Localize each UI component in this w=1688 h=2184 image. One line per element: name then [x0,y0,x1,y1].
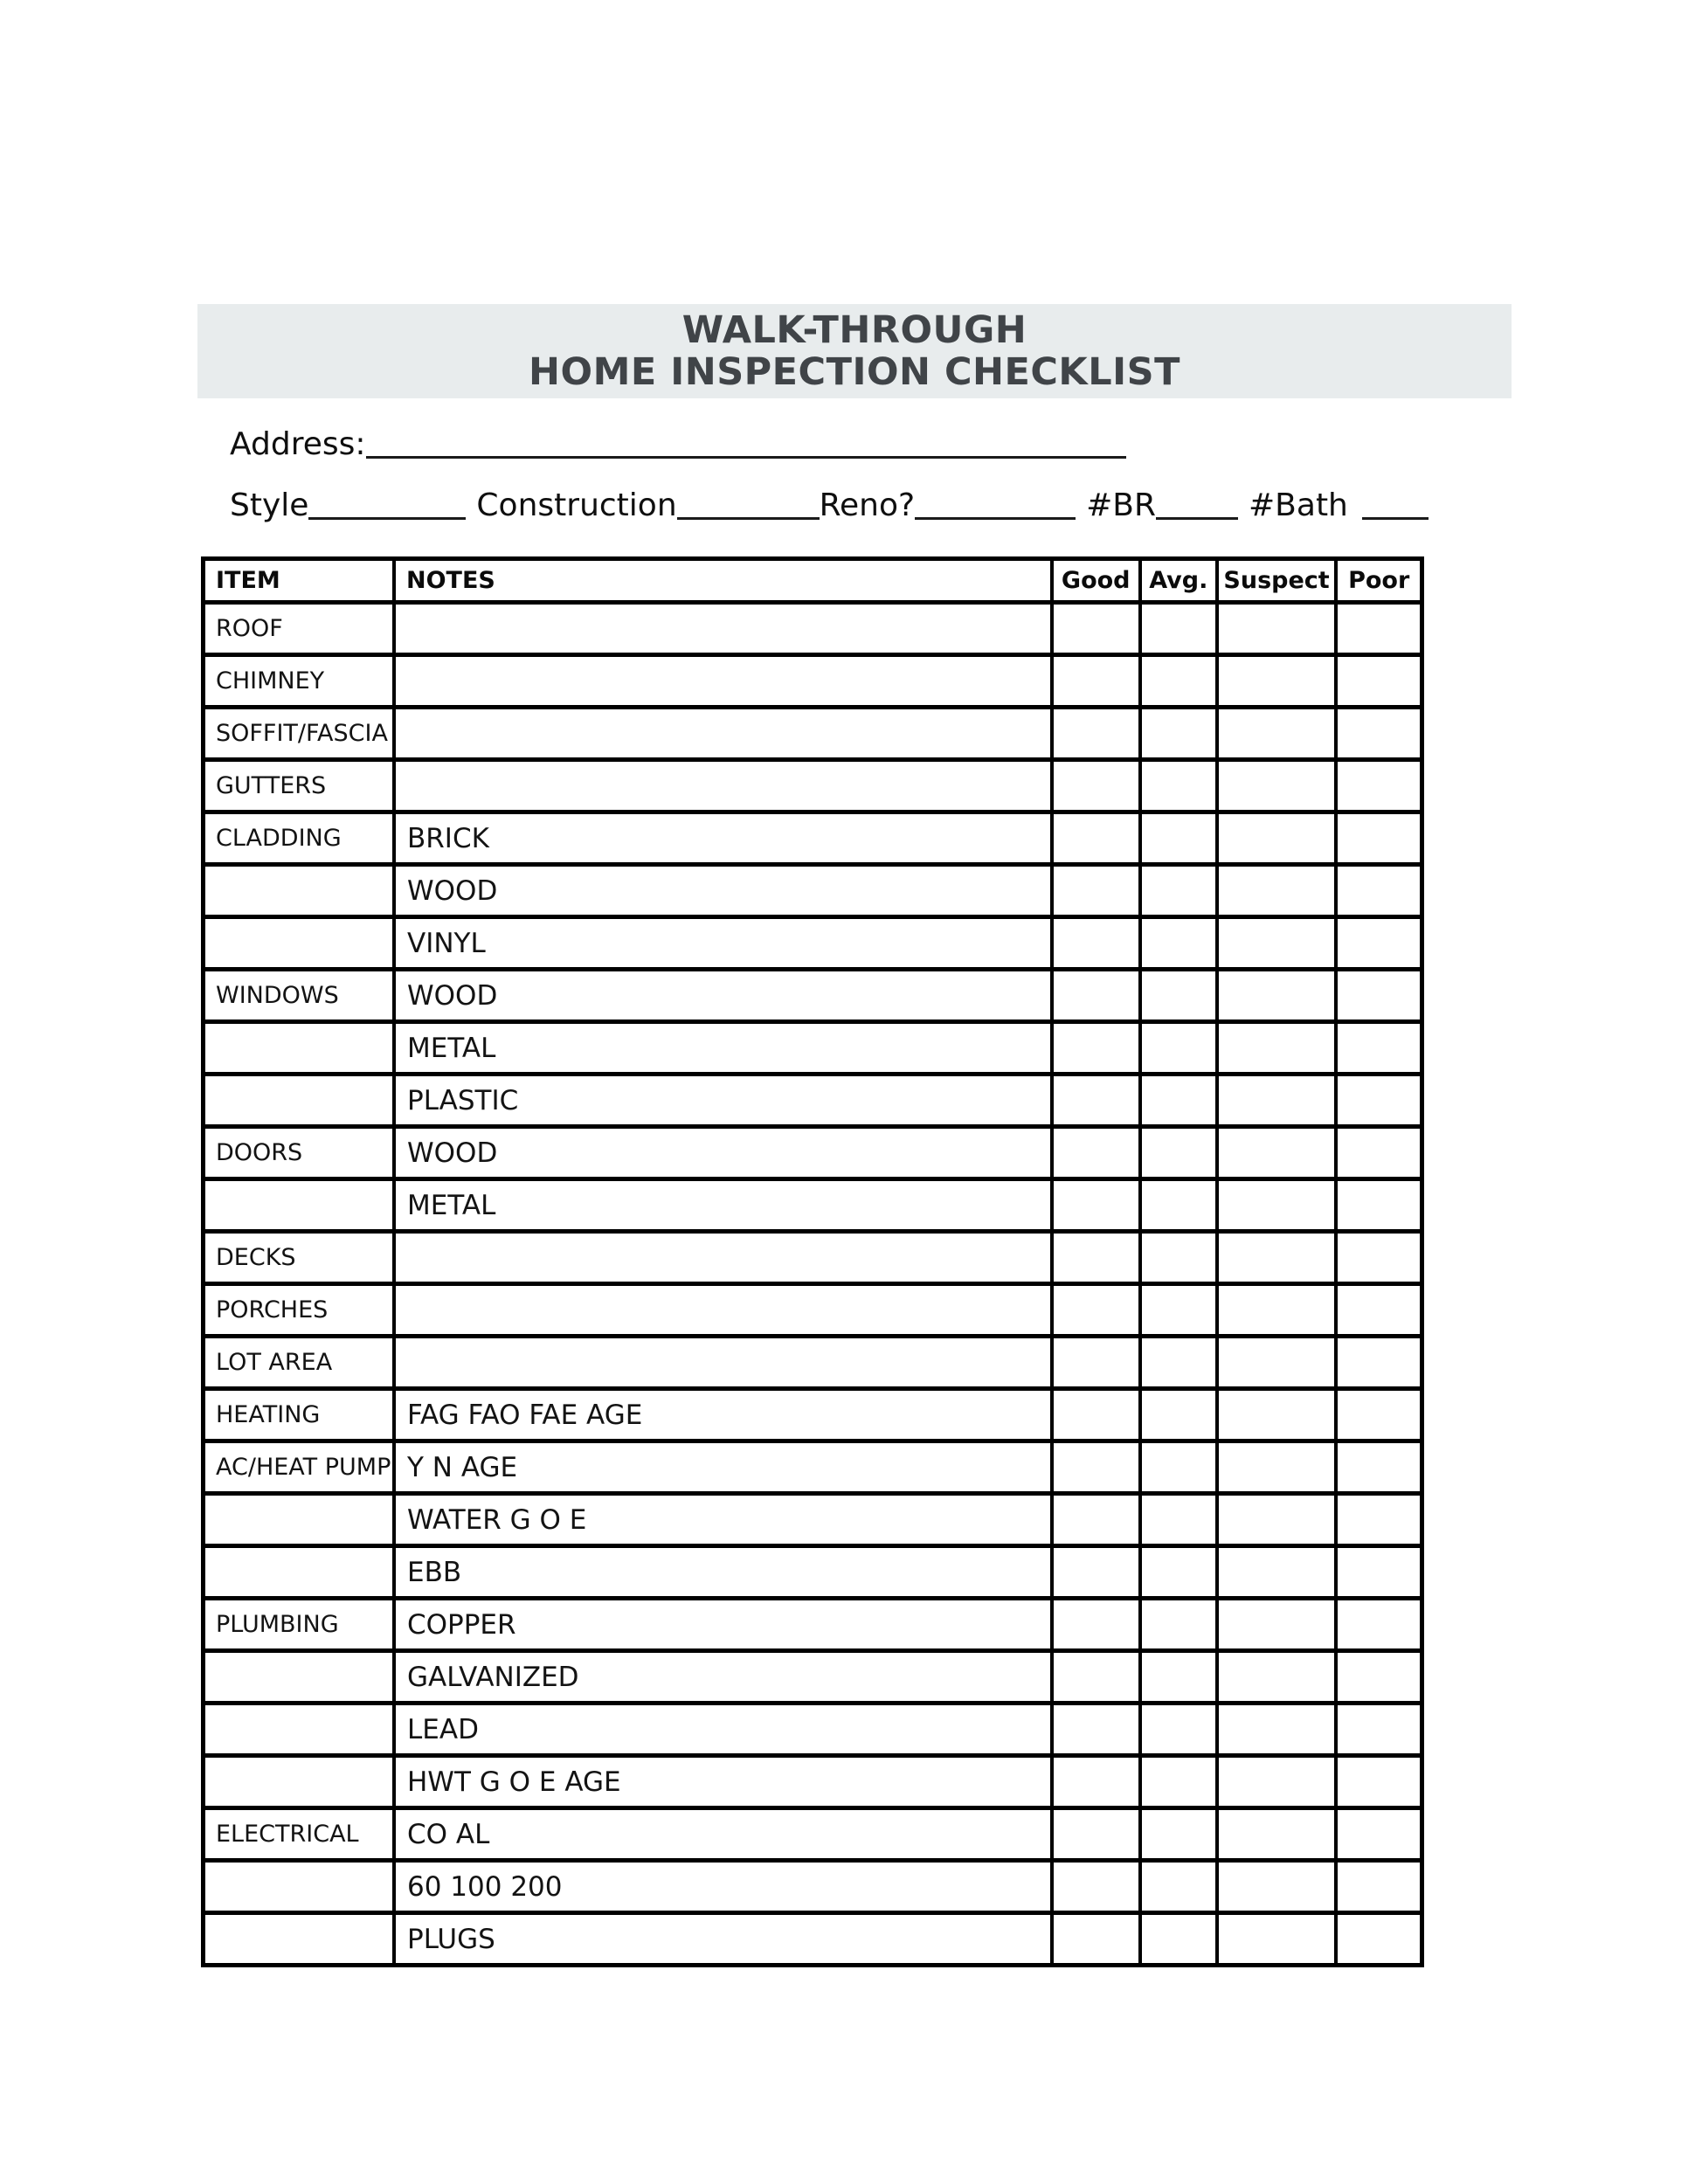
rating-cell-avg [1140,1494,1217,1546]
rating-cell-good [1052,1075,1140,1127]
rating-cell-suspect [1217,1913,1337,1966]
rating-cell-poor [1336,1127,1422,1179]
item-cell [204,1022,395,1075]
rating-cell-good [1052,970,1140,1022]
rating-cell-poor [1336,970,1422,1022]
rating-cell-good [1052,655,1140,708]
rating-cell-avg [1140,655,1217,708]
notes-cell: WOOD [394,1127,1052,1179]
rating-cell-avg [1140,1337,1217,1389]
rating-cell-avg [1140,1861,1217,1913]
table-row [204,1075,1422,1127]
rating-cell-poor [1336,917,1422,970]
item-cell [204,1704,395,1756]
inspection-checklist-table [201,556,1424,1967]
table-row [204,1127,1422,1179]
page-title-line1: WALK-THROUGH [681,308,1027,352]
rating-cell-avg [1140,1441,1217,1494]
rating-cell-good [1052,1022,1140,1075]
notes-cell [394,760,1052,812]
rating-cell-good [1052,1756,1140,1808]
item-cell [204,917,395,970]
rating-cell-poor [1336,812,1422,865]
rating-cell-suspect [1217,1022,1337,1075]
table-row [204,1756,1422,1808]
header-avg: Avg. [1140,559,1217,603]
notes-cell: HWT G O E AGE [394,1756,1052,1808]
table-header-row [204,559,1422,603]
item-cell: WINDOWS [204,970,395,1022]
reno-label: Reno? [819,487,916,523]
notes-cell: 60 100 200 [394,1861,1052,1913]
rating-cell-good [1052,603,1140,655]
notes-cell [394,1284,1052,1337]
rating-cell-avg [1140,1913,1217,1966]
rating-cell-suspect [1217,812,1337,865]
rating-cell-avg [1140,1127,1217,1179]
rating-cell-suspect [1217,760,1337,812]
rating-cell-poor [1336,1861,1422,1913]
bath-label: #Bath [1249,487,1348,523]
rating-cell-avg [1140,1756,1217,1808]
item-cell: CLADDING [204,812,395,865]
notes-cell [394,708,1052,760]
notes-cell: WOOD [394,865,1052,917]
rating-cell-suspect [1217,1599,1337,1651]
notes-cell: LEAD [394,1704,1052,1756]
rating-cell-suspect [1217,1441,1337,1494]
item-cell [204,1651,395,1704]
checklist-body [204,603,1422,1966]
rating-cell-suspect [1217,603,1337,655]
rating-cell-suspect [1217,1704,1337,1756]
rating-cell-suspect [1217,1651,1337,1704]
rating-cell-poor [1336,1075,1422,1127]
rating-cell-poor [1336,603,1422,655]
rating-cell-poor [1336,1704,1422,1756]
item-cell: GUTTERS [204,760,395,812]
rating-cell-good [1052,1389,1140,1441]
rating-cell-good [1052,1808,1140,1861]
rating-cell-suspect [1217,1075,1337,1127]
notes-cell [394,655,1052,708]
rating-cell-suspect [1217,1861,1337,1913]
item-cell: PORCHES [204,1284,395,1337]
table-row [204,708,1422,760]
address-blank-line [366,454,1126,459]
table-row [204,1546,1422,1599]
item-cell [204,1756,395,1808]
rating-cell-suspect [1217,1389,1337,1441]
header-suspect: Suspect [1217,559,1337,603]
rating-cell-poor [1336,1599,1422,1651]
rating-cell-poor [1336,1022,1422,1075]
item-cell: DOORS [204,1127,395,1179]
rating-cell-poor [1336,1808,1422,1861]
notes-cell: BRICK [394,812,1052,865]
page-title-line2: HOME INSPECTION CHECKLIST [529,350,1180,394]
rating-cell-good [1052,1599,1140,1651]
item-cell [204,1075,395,1127]
notes-cell: Y N AGE [394,1441,1052,1494]
rating-cell-suspect [1217,1546,1337,1599]
item-cell: ROOF [204,603,395,655]
rating-cell-poor [1336,655,1422,708]
rating-cell-poor [1336,1389,1422,1441]
rating-cell-good [1052,1546,1140,1599]
header-poor: Poor [1336,559,1422,603]
rating-cell-poor [1336,1179,1422,1232]
rating-cell-suspect [1217,1808,1337,1861]
rating-cell-suspect [1217,1337,1337,1389]
header-notes: NOTES [394,559,1052,603]
item-cell: HEATING [204,1389,395,1441]
item-cell [204,1913,395,1966]
rating-cell-avg [1140,1704,1217,1756]
table-row [204,1599,1422,1651]
rating-cell-poor [1336,708,1422,760]
header-item: ITEM [204,559,395,603]
rating-cell-avg [1140,1232,1217,1284]
item-cell: ELECTRICAL [204,1808,395,1861]
construction-blank-line [677,515,820,520]
notes-cell: WATER G O E [394,1494,1052,1546]
table-row [204,760,1422,812]
rating-cell-good [1052,708,1140,760]
reno-blank-line [915,515,1076,520]
rating-cell-poor [1336,1546,1422,1599]
notes-cell: VINYL [394,917,1052,970]
rating-cell-good [1052,760,1140,812]
rating-cell-good [1052,1704,1140,1756]
rating-cell-suspect [1217,1494,1337,1546]
notes-cell: METAL [394,1179,1052,1232]
rating-cell-avg [1140,1022,1217,1075]
notes-cell: EBB [394,1546,1052,1599]
rating-cell-poor [1336,1913,1422,1966]
notes-cell: GALVANIZED [394,1651,1052,1704]
rating-cell-good [1052,865,1140,917]
rating-cell-suspect [1217,1284,1337,1337]
rating-cell-good [1052,812,1140,865]
rating-cell-poor [1336,1651,1422,1704]
item-cell [204,1179,395,1232]
table-row [204,1179,1422,1232]
table-row [204,655,1422,708]
rating-cell-avg [1140,603,1217,655]
rating-cell-suspect [1217,1756,1337,1808]
rating-cell-avg [1140,1389,1217,1441]
notes-cell [394,603,1052,655]
rating-cell-avg [1140,917,1217,970]
rating-cell-suspect [1217,917,1337,970]
rating-cell-poor [1336,760,1422,812]
table-row [204,1337,1422,1389]
notes-cell: CO AL [394,1808,1052,1861]
style-row [230,487,1429,523]
rating-cell-good [1052,1232,1140,1284]
rating-cell-good [1052,1651,1140,1704]
bath-blank-line [1362,515,1429,520]
rating-cell-avg [1140,865,1217,917]
item-cell: CHIMNEY [204,655,395,708]
rating-cell-suspect [1217,1179,1337,1232]
style-label: Style [230,487,309,523]
table-row [204,1494,1422,1546]
notes-cell [394,1232,1052,1284]
rating-cell-poor [1336,1284,1422,1337]
construction-label: Construction [476,487,677,523]
table-row [204,1389,1422,1441]
item-cell: LOT AREA [204,1337,395,1389]
rating-cell-good [1052,1284,1140,1337]
rating-cell-suspect [1217,865,1337,917]
table-row [204,970,1422,1022]
table-row [204,603,1422,655]
style-blank-line [308,515,466,520]
notes-cell [394,1337,1052,1389]
rating-cell-avg [1140,1075,1217,1127]
notes-cell: WOOD [394,970,1052,1022]
rating-cell-good [1052,1337,1140,1389]
rating-cell-poor [1336,1232,1422,1284]
rating-cell-poor [1336,1337,1422,1389]
table-row [204,1441,1422,1494]
rating-cell-avg [1140,760,1217,812]
rating-cell-suspect [1217,1232,1337,1284]
rating-cell-good [1052,917,1140,970]
item-cell [204,865,395,917]
rating-cell-poor [1336,1756,1422,1808]
table-row [204,917,1422,970]
rating-cell-poor [1336,1441,1422,1494]
item-cell [204,1861,395,1913]
table-row [204,1913,1422,1966]
rating-cell-avg [1140,1599,1217,1651]
rating-cell-good [1052,1127,1140,1179]
rating-cell-good [1052,1494,1140,1546]
item-cell [204,1546,395,1599]
table-row [204,1704,1422,1756]
rating-cell-avg [1140,1284,1217,1337]
notes-cell: FAG FAO FAE AGE [394,1389,1052,1441]
notes-cell: METAL [394,1022,1052,1075]
rating-cell-poor [1336,1494,1422,1546]
rating-cell-poor [1336,865,1422,917]
table-row [204,1232,1422,1284]
notes-cell: COPPER [394,1599,1052,1651]
notes-cell: PLASTIC [394,1075,1052,1127]
br-label: #BR [1086,487,1157,523]
rating-cell-suspect [1217,655,1337,708]
rating-cell-suspect [1217,708,1337,760]
table-row [204,1861,1422,1913]
br-blank-line [1156,515,1238,520]
rating-cell-good [1052,1179,1140,1232]
address-row [230,426,1126,462]
table-row [204,1284,1422,1337]
item-cell: DECKS [204,1232,395,1284]
rating-cell-good [1052,1913,1140,1966]
notes-cell: PLUGS [394,1913,1052,1966]
rating-cell-avg [1140,708,1217,760]
rating-cell-avg [1140,1651,1217,1704]
rating-cell-avg [1140,812,1217,865]
rating-cell-suspect [1217,970,1337,1022]
rating-cell-good [1052,1441,1140,1494]
item-cell: PLUMBING [204,1599,395,1651]
title-band [197,304,1512,398]
table-row [204,1022,1422,1075]
header-good: Good [1052,559,1140,603]
table-row [204,812,1422,865]
item-cell: SOFFIT/FASCIA [204,708,395,760]
table-row [204,1808,1422,1861]
rating-cell-avg [1140,970,1217,1022]
item-cell: AC/HEAT PUMP [204,1441,395,1494]
address-label: Address: [230,426,366,462]
rating-cell-good [1052,1861,1140,1913]
item-cell [204,1494,395,1546]
table-row [204,865,1422,917]
rating-cell-avg [1140,1546,1217,1599]
rating-cell-suspect [1217,1127,1337,1179]
rating-cell-avg [1140,1808,1217,1861]
rating-cell-avg [1140,1179,1217,1232]
table-row [204,1651,1422,1704]
